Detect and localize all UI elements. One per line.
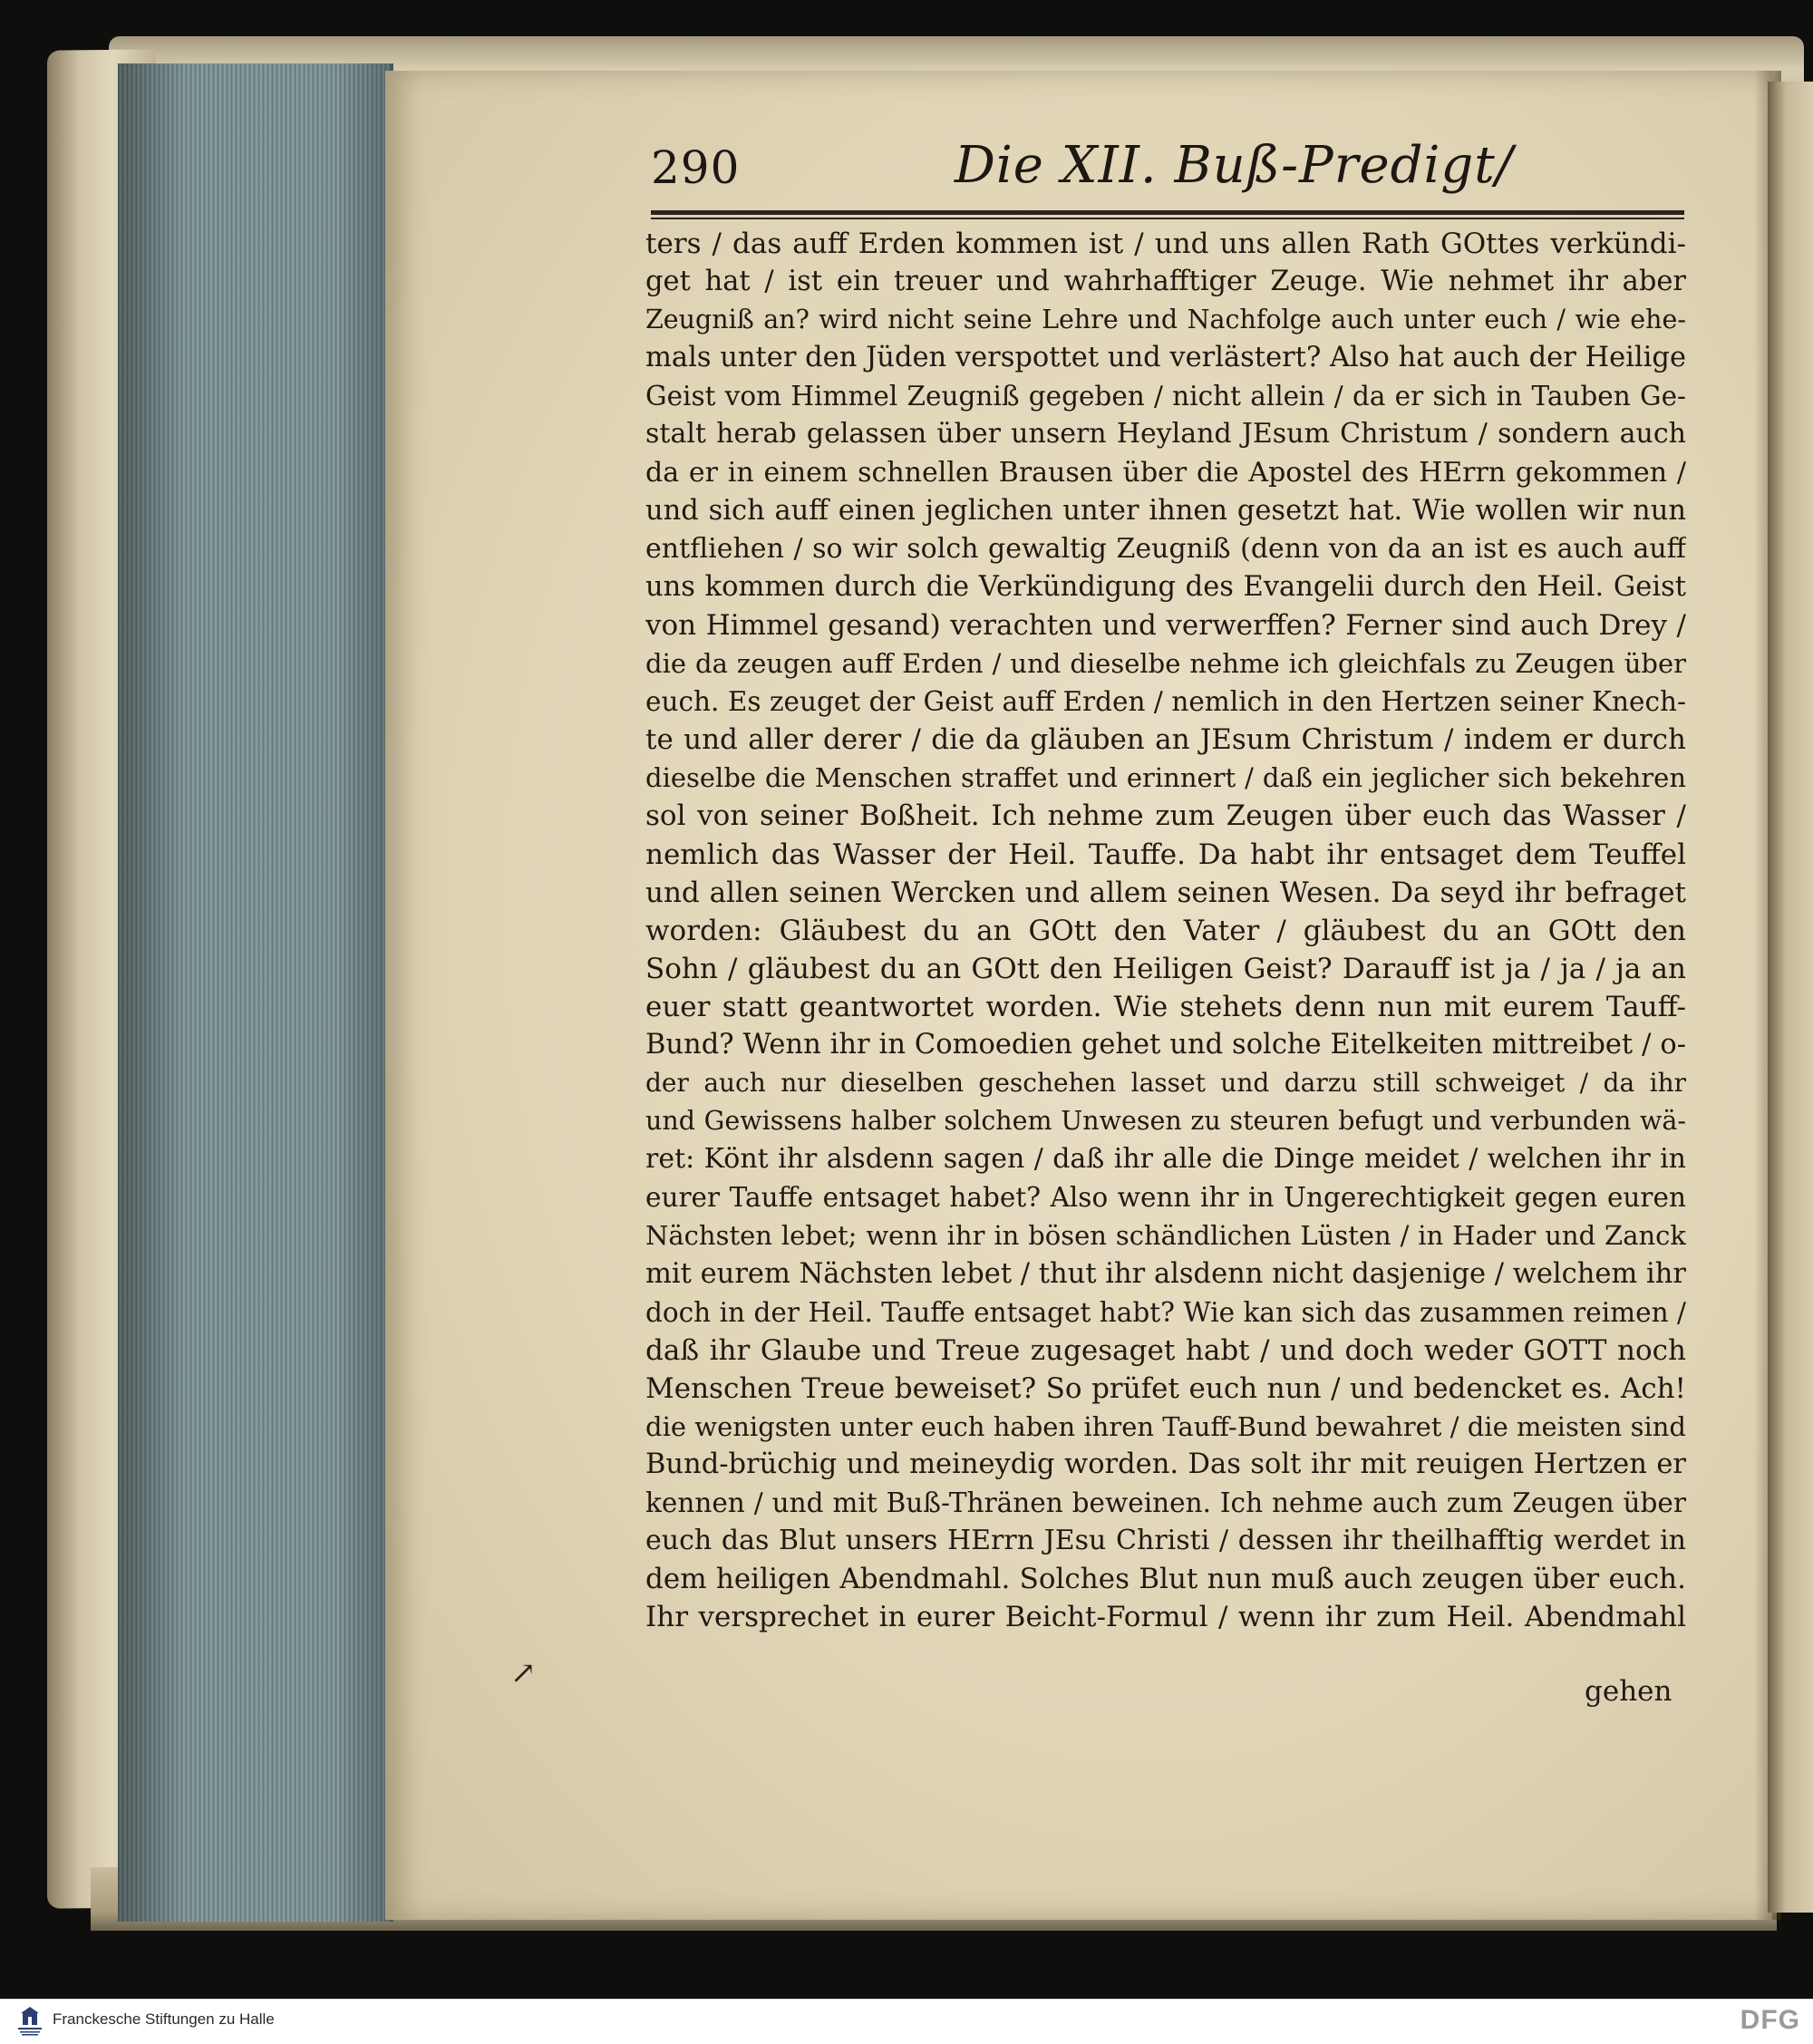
text-line: ters / das auff Erden kommen ist / und uns allen Rath GOttes verkündi- [645,228,1686,260]
page-stack-shadow [118,63,390,1922]
text-line: stalt herab gelassen über unsern Heyland JEsum Christum / sondern auch [645,418,1686,450]
text-line: die wenigsten unter euch haben ihren Tauff-Bund bewahret / die meisten sind [645,1410,1686,1442]
text-line: mals unter den Jüden verspottet und verlästert? Also hat auch der Heilige [645,342,1686,374]
text-line: te und aller derer / die da gläuben an JEsum Christum / indem er durch [645,723,1686,757]
institution-name: Franckesche Stiftungen zu Halle [53,2010,275,2028]
text-line: get hat / ist ein treuer und wahrhafftiger Zeuge. Wie nehmet ihr aber [645,266,1686,298]
running-title: Die XII. Buß-Predigt/ [955,136,1514,195]
text-line: Bund-brüchig und meineydig worden. Das solt ihr mit reuigen Hertzen er [645,1448,1686,1480]
facing-page [1768,82,1813,1913]
text-line: Zeugniß an? wird nicht seine Lehre und Nachfolge auch unter euch / wie ehe- [645,305,1686,335]
text-line: Ihr versprechet in eurer Beicht-Formul / wenn ihr zum Heil. Abendmahl [645,1601,1686,1634]
footer-bar [0,1999,1813,2044]
text-line: euch das Blut unsers HErrn JEsu Christi / dessen ihr theilhafftig werdet in [645,1525,1686,1557]
text-line: kennen / und mit Buß-Thränen beweinen. Ich nehme auch zum Zeugen über [645,1487,1686,1519]
catchword: gehen [1585,1675,1672,1708]
text-line: sol von seiner Boßheit. Ich nehme zum Zeugen über euch das Wasser / [645,799,1686,833]
text-line: und Gewissens halber solchem Unwesen zu steuren befugt und verbunden wä- [645,1106,1686,1137]
text-line: und allen seinen Wercken und allem seinen Wesen. Da seyd ihr befraget [645,876,1686,909]
text-line: da er in einem schnellen Brausen über die Apostel des HErrn gekommen / [645,456,1686,489]
header-rule [651,210,1684,219]
text-line: die da zeugen auff Erden / und dieselbe nehme ich gleichfals zu Zeugen über [645,648,1686,680]
text-line: mit eurem Nächsten lebet / thut ihr alsdenn nicht dasjenige / welchem ihr [645,1257,1686,1290]
text-line: und sich auff einen jeglichen unter ihnen gesetzt hat. Wie wollen wir nun [645,494,1686,527]
text-line: Nächsten lebet; wenn ihr in bösen schändlichen Lüsten / in Hader und Zanck [645,1220,1686,1252]
text-line: Sohn / gläubest du an GOtt den Heiligen Geist? Darauff ist ja / ja / ja an [645,952,1686,985]
text-line: Bund? Wenn ihr in Comoedien gehet und solche Eitelkeiten mittreibet / o- [645,1028,1686,1061]
page-header [651,134,1684,207]
text-line: uns kommen durch die Verkündigung des Evangelii durch den Heil. Geist [645,570,1686,603]
text-line: Menschen Treue beweiset? So prüfet euch nun / und bedencket es. Ach! [645,1371,1686,1405]
franckesche-stiftungen-logo-icon [13,2005,47,2039]
text-line: Geist vom Himmel Zeugniß gegeben / nicht allein / da er sich in Tauben Ge- [645,381,1686,412]
text-line: von Himmel gesand) verachten und verwerffen? Ferner sind auch Drey / [645,608,1686,642]
text-line: euer statt geantwortet worden. Wie stehets denn nun mit eurem Tauff- [645,990,1686,1023]
text-line: nemlich das Wasser der Heil. Tauffe. Da habt ihr entsaget dem Teuffel [645,838,1686,871]
margin-mark: ↗ [510,1655,537,1691]
body-text [645,225,1686,1636]
text-line: doch in der Heil. Tauffe entsaget habt? Wie kan sich das zusammen reimen / [645,1296,1686,1328]
dfg-logo: DFG [1740,2005,1800,2035]
text-line: dieselbe die Menschen straffet und erinnert / daß ein jeglicher sich bekehren [645,762,1686,794]
page-number: 290 [651,141,741,194]
text-line: ret: Könt ihr alsdenn sagen / daß ihr alle die Dinge meidet / welchen ihr in [645,1143,1686,1176]
text-line: eurer Tauffe entsaget habet? Also wenn ihr in Ungerechtigkeit gegen euren [645,1182,1686,1214]
text-line: entfliehen / so wir solch gewaltig Zeugniß (denn von da an ist es auch auff [645,532,1686,565]
text-line: worden: Gläubest du an GOtt den Vater / gläubest du an GOtt den [645,914,1686,947]
text-line: daß ihr Glaube und Treue zugesaget habt / und doch weder GOTT noch [645,1333,1686,1367]
text-line: euch. Es zeuget der Geist auff Erden / nemlich in den Hertzen seiner Knech- [645,686,1686,718]
text-line: der auch nur dieselben geschehen lasset und darzu still schweiget / da ihr [645,1068,1686,1099]
text-line: dem heiligen Abendmahl. Solches Blut nun muß auch zeugen über euch. [645,1563,1686,1596]
